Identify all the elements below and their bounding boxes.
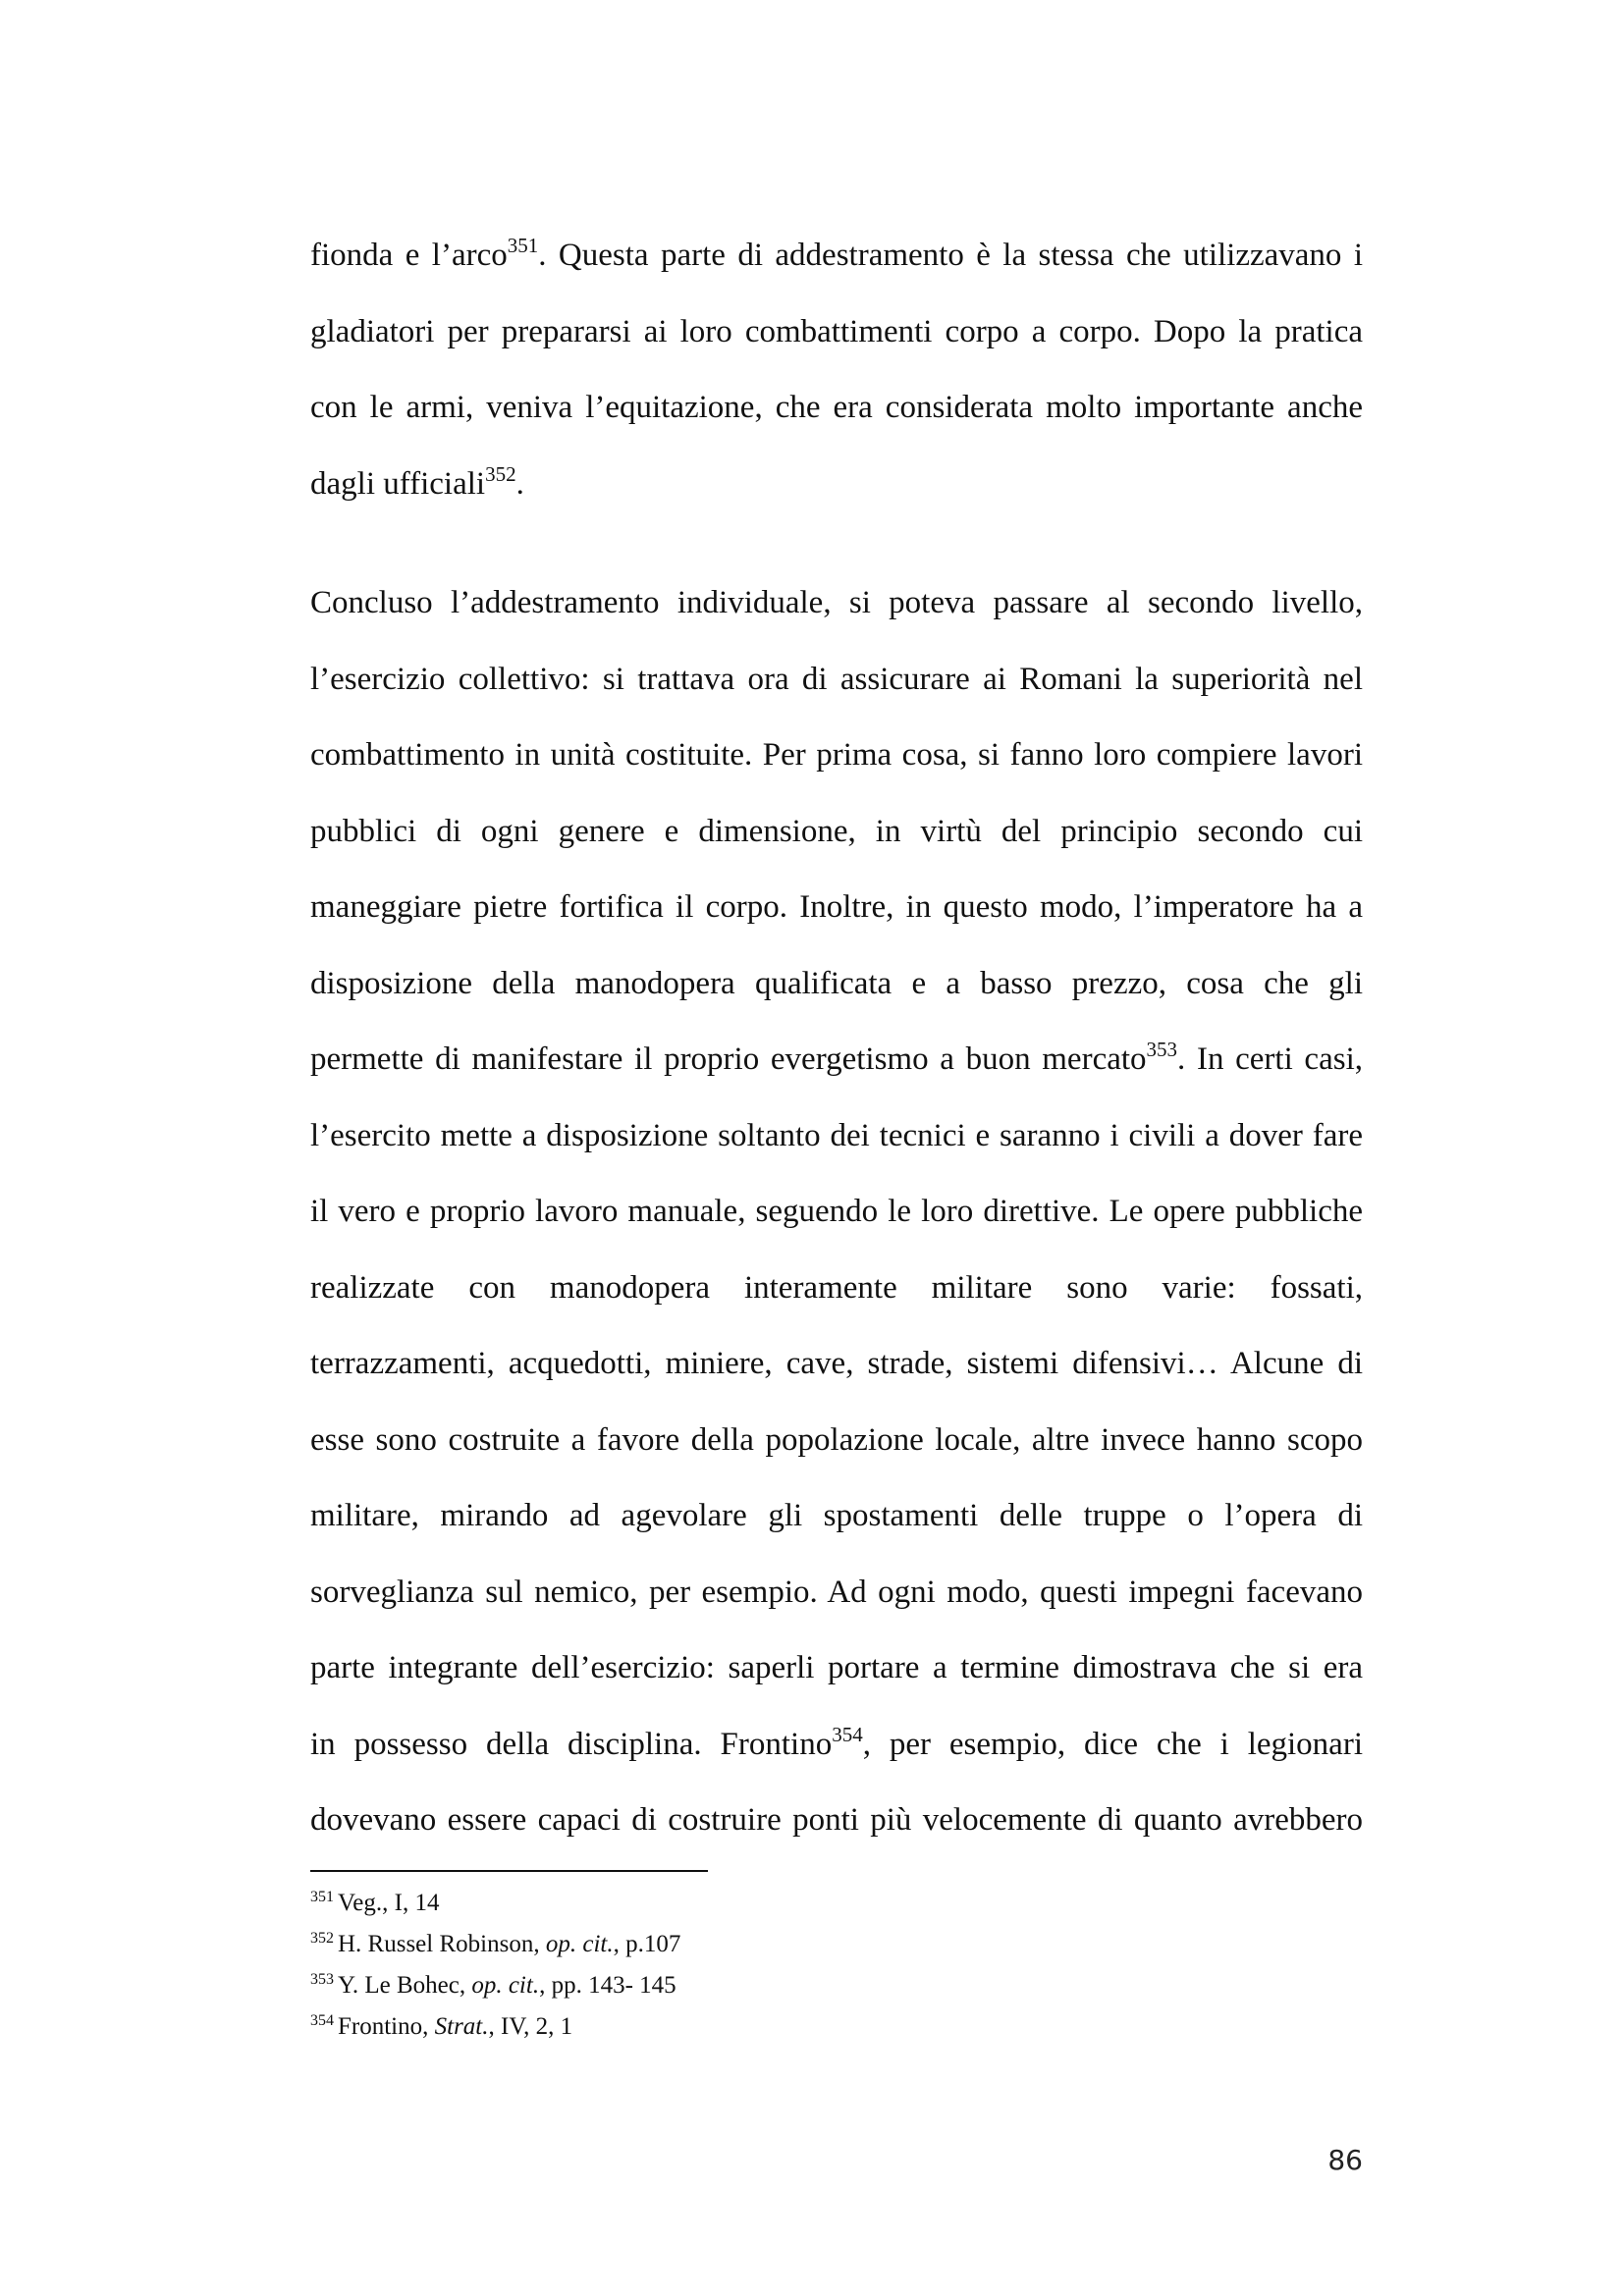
footnote-text: , p.107 — [613, 1931, 681, 1957]
footnote-text: , pp. 143- 145 — [539, 1972, 676, 1999]
text-line: terrazzamenti, acquedotti, miniere, cave, strade, sistemi difensivi… Alcune di — [310, 1346, 1363, 1381]
footnote-text: , IV, 2, 1 — [488, 2013, 573, 2040]
text-span: permette di manifestare il proprio evergetismo a buon mercato — [310, 1041, 1147, 1077]
text-line: con le armi, veniva l’equitazione, che era considerata molto importante anche — [310, 390, 1363, 425]
text-line — [310, 1707, 1363, 1784]
text-line — [310, 447, 1363, 523]
footnote-353 — [310, 1965, 1096, 2006]
text-line: pubblici di ogni genere e dimensione, in virtù del principio secondo cui — [310, 813, 1363, 849]
text-line: disposizione della manodopera qualificata e a basso prezzo, cosa che gli — [310, 965, 1363, 1001]
text-line: dovevano essere capaci di costruire ponti più velocemente di quanto avrebbero — [310, 1802, 1363, 1838]
footnote-354 — [310, 2006, 1096, 2048]
footnote-351 — [310, 1883, 1096, 1924]
footnote-ref-352[interactable]: 352 — [485, 461, 516, 486]
text-line — [310, 1022, 1363, 1098]
footnote-number: 354 — [310, 2012, 334, 2029]
text-line: maneggiare pietre fortifica il corpo. Inoltre, in questo modo, l’imperatore ha a — [310, 889, 1363, 925]
footnote-number: 351 — [310, 1889, 334, 1905]
text-span: fionda e l’arco — [310, 238, 508, 273]
page-number: 86 — [1327, 2144, 1363, 2176]
footnote-separator — [310, 1870, 708, 1872]
footnote-italic: op. cit. — [471, 1972, 540, 1999]
text-line: gladiatori per prepararsi ai loro combattimenti corpo a corpo. Dopo la pratica — [310, 313, 1363, 349]
footnote-ref-353[interactable]: 353 — [1146, 1038, 1178, 1061]
paragraph-gap — [310, 522, 1363, 565]
paragraph — [310, 565, 1363, 1859]
text-span: . Questa parte di addestramento è la stessa che utilizzavano i — [538, 238, 1363, 273]
text-span: dagli ufficiali — [310, 465, 486, 502]
footnote-text: Veg., I, 14 — [338, 1890, 440, 1916]
footnote-italic: op. cit. — [545, 1931, 614, 1957]
footnote-number: 352 — [310, 1930, 334, 1947]
text-line — [310, 218, 1363, 294]
text-line: sorveglianza sul nemico, per esempio. Ad ogni modo, questi impegni facevano — [310, 1574, 1363, 1610]
footnote-text: Y. Le Bohec, — [338, 1972, 472, 1999]
footnote-ref-351[interactable]: 351 — [507, 234, 539, 257]
text-line: il vero e proprio lavoro manuale, seguendo le loro direttive. Le opere pubbliche — [310, 1194, 1363, 1229]
body-text — [310, 218, 1363, 1859]
text-span: . — [515, 465, 524, 502]
text-line: l’esercito mette a disposizione soltanto dei tecnici e saranno i civili a dover fare — [310, 1117, 1363, 1153]
text-line: esse sono costruite a favore della popolazione locale, altre invece hanno scopo — [310, 1421, 1363, 1458]
text-line: combattimento in unità costituite. Per prima cosa, si fanno loro compiere lavori — [310, 737, 1363, 773]
footnote-352 — [310, 1924, 1096, 1965]
text-span: . In certi casi, — [1177, 1041, 1363, 1077]
footnote-number: 353 — [310, 1971, 334, 1988]
text-line: realizzate con manodopera interamente militare sono varie: fossati, — [310, 1269, 1363, 1306]
footnote-italic: Strat. — [434, 2013, 489, 2040]
footnotes — [310, 1883, 1096, 2048]
text-line: l’esercizio collettivo: si trattava ora di assicurare ai Romani la superiorità nel — [310, 661, 1363, 697]
footnote-text: Frontino, — [338, 2013, 435, 2040]
text-line: militare, mirando ad agevolare gli spostamenti delle truppe o l’opera di — [310, 1498, 1363, 1533]
text-span: , per esempio, dice che i legionari — [862, 1726, 1363, 1762]
paragraph — [310, 218, 1363, 522]
text-line: parte integrante dell’esercizio: saperli portare a termine dimostrava che si era — [310, 1650, 1363, 1685]
footnote-text: H. Russel Robinson, — [338, 1931, 546, 1957]
text-span: in possesso della disciplina. Frontino — [310, 1726, 833, 1762]
footnote-ref-354[interactable]: 354 — [832, 1722, 863, 1746]
text-line: Concluso l’addestramento individuale, si poteva passare al secondo livello, — [310, 585, 1363, 620]
